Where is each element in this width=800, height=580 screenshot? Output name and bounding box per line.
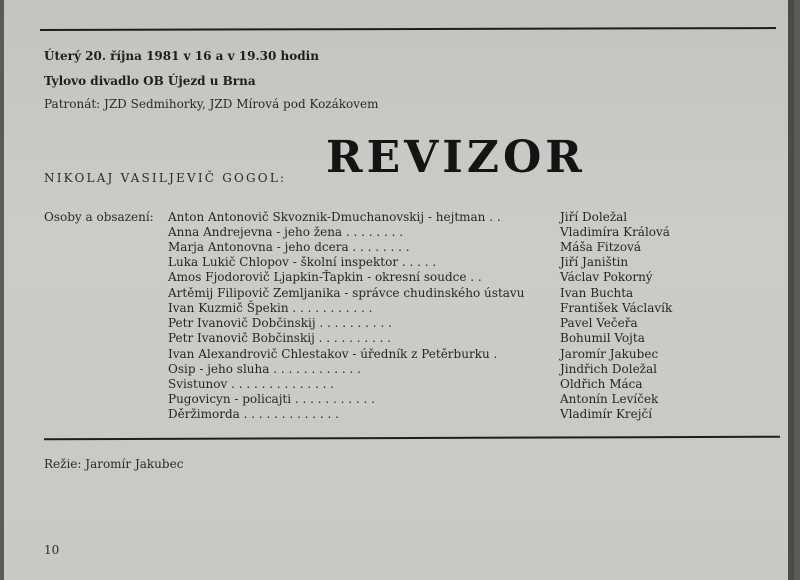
director-credit: Režie: Jaromír Jakubec [44, 457, 184, 471]
role-name: Amos Fjodorovič Ljapkin-Ťapkin - okresní soudce . . [168, 270, 482, 284]
role-name: Svistunov . . . . . . . . . . . . . . [168, 377, 335, 391]
cast-row [168, 301, 778, 316]
cast-row [168, 255, 778, 270]
cast-row [168, 362, 778, 377]
role-name: Anton Antonovič Skvoznik-Dmuchanovskij - hejtman . . [168, 210, 501, 224]
actor-name: Vladimíra Králová [560, 225, 670, 239]
role-name: Pugovicyn - policajti . . . . . . . . . . . [168, 392, 375, 406]
actor-name: Pavel Večeřa [560, 316, 638, 330]
patronage-line: Patronát: JZD Sedmihorky, JZD Mírová pod Kozákovem [44, 97, 379, 111]
play-title: REVIZOR [326, 132, 586, 183]
cast-row [168, 407, 778, 422]
page-number: 10 [44, 543, 60, 557]
role-name: Ivan Kuzmič Špekin . . . . . . . . . . . [168, 301, 373, 315]
role-name: Marja Antonovna - jeho dcera . . . . . . . . [168, 240, 410, 254]
cast-row [168, 392, 778, 407]
actor-name: Vladimír Krejčí [560, 407, 653, 421]
program-page [4, 0, 794, 580]
actor-name: Ivan Buchta [560, 286, 634, 300]
actor-name: Oldřich Máca [560, 377, 643, 391]
venue-line: Tylovo divadlo OB Újezd u Brna [44, 74, 256, 88]
role-name: Petr Ivanovič Dobčinskij . . . . . . . . . . [168, 316, 392, 330]
cast-row [168, 316, 778, 331]
role-name: Petr Ivanovič Bobčinskij . . . . . . . . . . [168, 331, 392, 345]
date-line: Úterý 20. října 1981 v 16 a v 19.30 hodin [44, 49, 319, 63]
actor-name: Bohumil Vojta [560, 331, 645, 345]
top-rule [40, 27, 776, 31]
role-name: Děržimorda . . . . . . . . . . . . . [168, 407, 339, 421]
bottom-rule [44, 436, 780, 441]
cast-row [168, 270, 778, 285]
actor-name: František Václavík [560, 301, 673, 315]
cast-row [168, 225, 778, 240]
role-name: Artěmij Filipovič Zemljanika - správce chudinského ústavu [168, 286, 525, 300]
cast-row [168, 347, 778, 362]
cast-label: Osoby a obsazení: [44, 210, 154, 224]
author-name: NIKOLAJ VASILJEVIČ GOGOL: [44, 171, 287, 185]
actor-name: Jiří Doležal [560, 210, 628, 224]
actor-name: Máša Fitzová [560, 240, 642, 254]
actor-name: Jaromír Jakubec [560, 347, 659, 361]
role-name: Luka Lukič Chlopov - školní inspektor . . . . . [168, 255, 437, 269]
actor-name: Jindřich Doležal [560, 362, 657, 376]
actor-name: Antonín Levíček [560, 392, 659, 406]
page-edge [788, 0, 794, 580]
cast-row [168, 377, 778, 392]
cast-row [168, 210, 778, 225]
actor-name: Václav Pokorný [560, 270, 653, 284]
actor-name: Jiří Janištin [560, 255, 629, 269]
role-name: Ivan Alexandrovič Chlestakov - úředník z Petěrburku . [168, 347, 498, 361]
cast-row [168, 240, 778, 255]
cast-row [168, 331, 778, 346]
cast-row [168, 286, 778, 301]
role-name: Anna Andrejevna - jeho žena . . . . . . . . [168, 225, 404, 239]
role-name: Osip - jeho sluha . . . . . . . . . . . . [168, 362, 361, 376]
